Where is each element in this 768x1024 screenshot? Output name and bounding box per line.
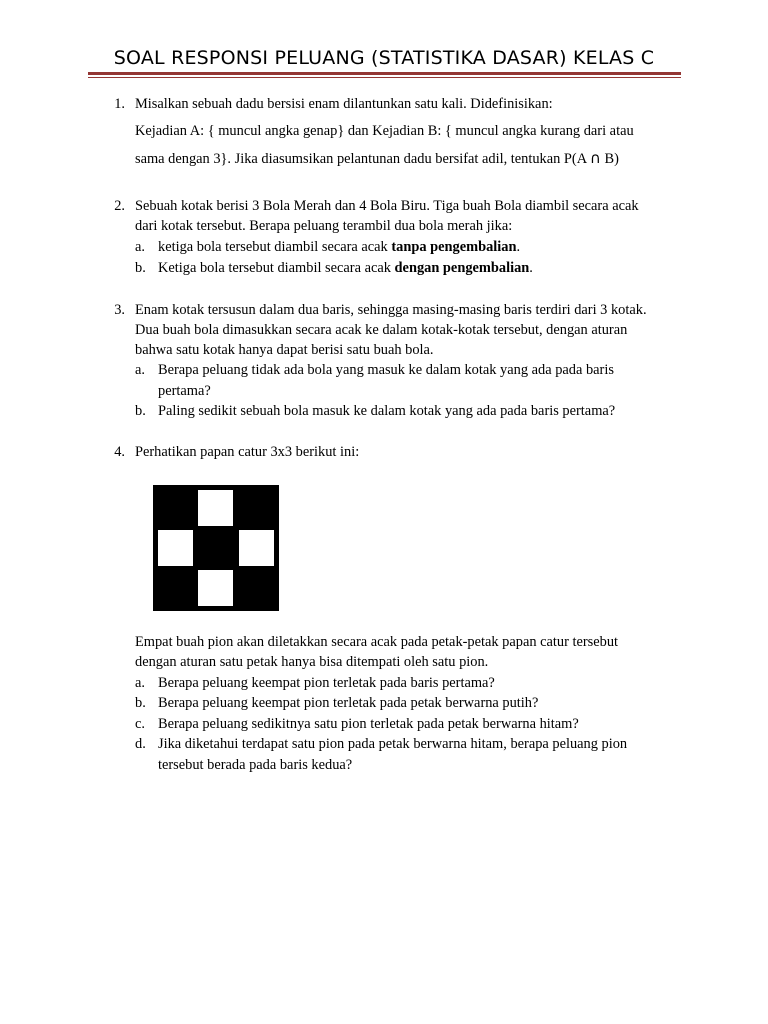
q3-line1: Enam kotak tersusun dalam dua baris, sehingga masing-masing baris terdiri dari 3 kotak. xyxy=(135,302,647,318)
q4-a-text: Berapa peluang keempat pion terletak pada baris pertama? xyxy=(158,675,495,691)
q4-d-line1: Jika diketahui terdapat satu pion pada petak berwarna hitam, berapa peluang pion xyxy=(158,736,628,752)
q3-line2: Dua buah bola dimasukkan secara acak ke dalam kotak-kotak tersebut, dengan aturan xyxy=(135,322,628,338)
q2-a-bold: tanpa pengembalian xyxy=(391,239,517,255)
q4-c-text: Berapa peluang sedikitnya satu pion terletak pada petak berwarna hitam? xyxy=(158,716,579,732)
q4-b-letter: b. xyxy=(135,695,146,711)
q2-b-post: . xyxy=(529,260,533,276)
q1-line3 xyxy=(135,148,619,169)
q2-b-text xyxy=(158,258,533,278)
q2-b-letter: b. xyxy=(135,260,146,276)
q2-number: 2. xyxy=(114,198,125,214)
q2-a-pre: ketiga bola tersebut diambil secara acak xyxy=(158,239,392,255)
q1-line1: Misalkan sebuah dadu bersisi enam dilantunkan satu kali. Didefinisikan: xyxy=(135,96,553,112)
q1-line2: Kejadian A: { muncul angka genap} dan Kejadian B: { muncul angka kurang dari atau xyxy=(135,123,634,139)
q3-line3: bahwa satu kotak hanya dapat berisi satu buah bola. xyxy=(135,342,434,358)
q1-number: 1. xyxy=(114,96,125,112)
q4-c-letter: c. xyxy=(135,716,145,732)
q2-line2: dari kotak tersebut. Berapa peluang terambil dua bola merah jika: xyxy=(135,218,513,234)
page-title: SOAL RESPONSI PELUANG (STATISTIKA DASAR) KELAS C xyxy=(113,47,655,69)
chessboard-3x3 xyxy=(153,485,279,611)
q2-a-letter: a. xyxy=(135,239,145,255)
q4-line1: Perhatikan papan catur 3x3 berikut ini: xyxy=(135,444,360,460)
q3-a-letter: a. xyxy=(135,362,145,378)
board-cell-white xyxy=(198,490,233,526)
q4-paragraph-line2: dengan aturan satu petak hanya bisa ditempati oleh satu pion. xyxy=(135,654,489,670)
q3-b-line1: Paling sedikit sebuah bola masuk ke dalam kotak yang ada pada baris pertama? xyxy=(158,403,616,419)
q1-line3-post: B) xyxy=(600,151,619,167)
q3-a-line2: pertama? xyxy=(158,383,211,399)
q2-b-bold: dengan pengembalian xyxy=(394,260,530,276)
board-cell-white xyxy=(198,570,233,606)
title-rule-thick xyxy=(88,72,681,75)
q4-paragraph-line1: Empat buah pion akan diletakkan secara acak pada petak-petak papan catur tersebut xyxy=(135,634,619,650)
q2-a-post: . xyxy=(516,239,521,255)
q2-a-text xyxy=(158,237,520,257)
board-cell-white xyxy=(158,530,193,566)
q4-d-line2: tersebut berada pada baris kedua? xyxy=(158,757,353,773)
q4-number: 4. xyxy=(114,444,125,460)
q4-a-letter: a. xyxy=(135,675,145,691)
q3-number: 3. xyxy=(114,302,125,318)
q3-a-line1: Berapa peluang tidak ada bola yang masuk ke dalam kotak yang ada pada baris xyxy=(158,362,614,378)
q1-line3-pre: sama dengan 3}. Jika diasumsikan pelantunan dadu bersifat adil, tentukan P(A xyxy=(135,151,590,167)
q2-line1: Sebuah kotak berisi 3 Bola Merah dan 4 Bola Biru. Tiga buah Bola diambil secara acak xyxy=(135,198,639,214)
title-rule-thin xyxy=(88,77,681,78)
q4-b-text: Berapa peluang keempat pion terletak pada petak berwarna putih? xyxy=(158,695,539,711)
q2-b-pre: Ketiga bola tersebut diambil secara acak xyxy=(158,260,395,276)
board-cell-white xyxy=(239,530,274,566)
q3-b-letter: b. xyxy=(135,403,146,419)
intersection-symbol: ∩ xyxy=(589,149,601,167)
q4-d-letter: d. xyxy=(135,736,146,752)
